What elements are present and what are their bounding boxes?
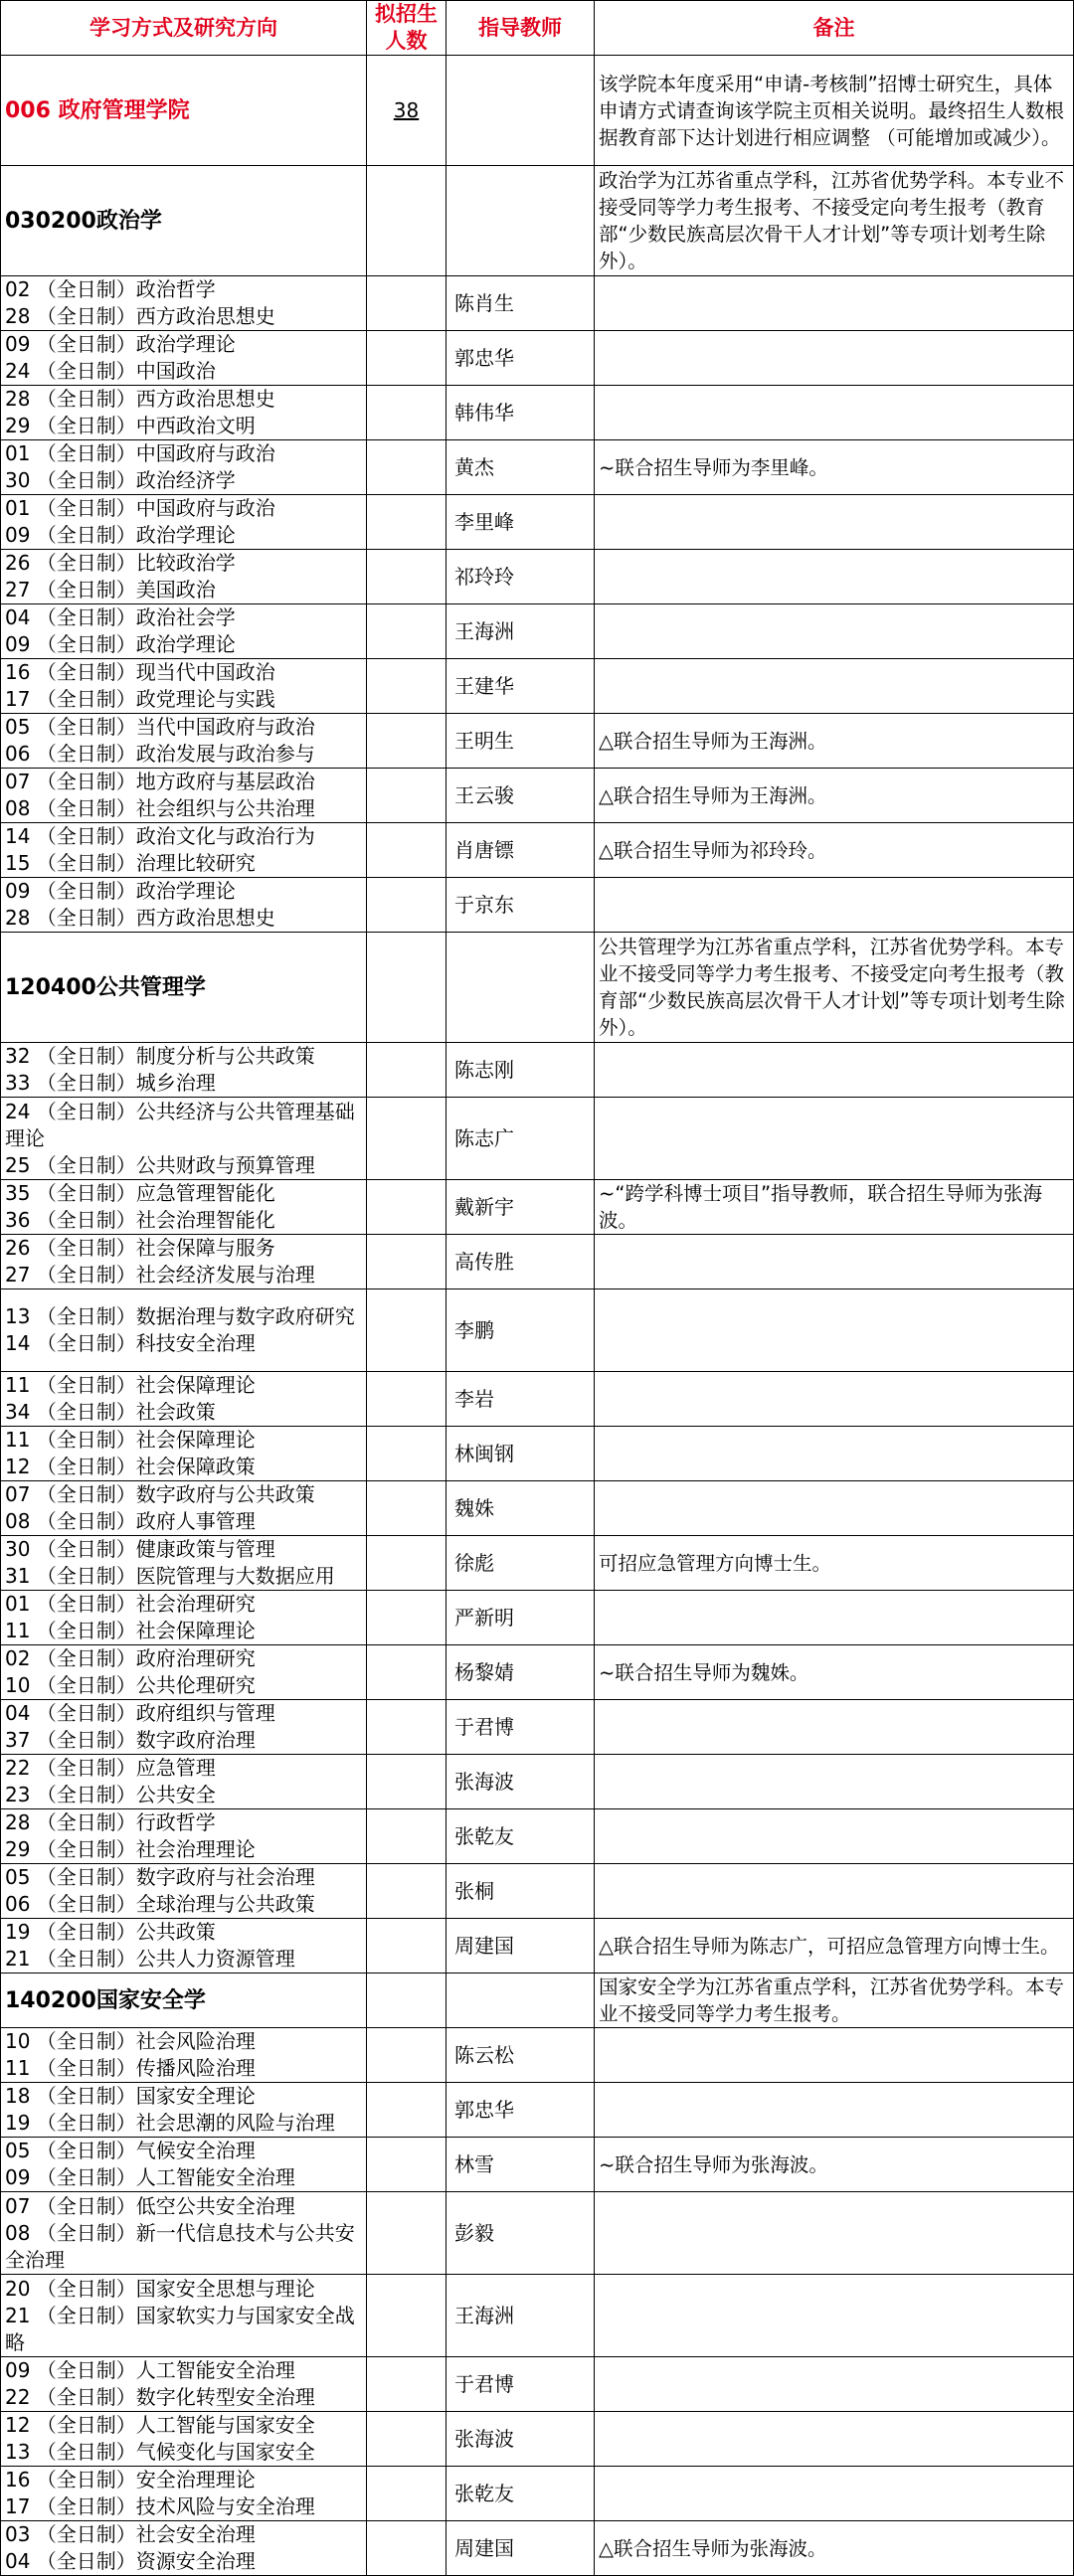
research-direction-cell: 20 （全日制）国家安全思想与理论 21 （全日制）国家软实力与国家安全战略	[1, 2275, 367, 2357]
quota-cell	[367, 1481, 447, 1536]
advisor-cell: 李鹏	[447, 1289, 595, 1372]
note-cell	[595, 276, 1074, 331]
quota-cell	[367, 2357, 447, 2412]
note-cell	[595, 1098, 1074, 1180]
quota-cell	[367, 1427, 447, 1481]
research-direction-cell: 18 （全日制）国家安全理论 19 （全日制）社会思潮的风险与治理	[1, 2083, 367, 2138]
note-cell	[595, 1427, 1074, 1481]
advisor-cell	[447, 166, 595, 276]
table-row	[1, 1700, 1074, 1755]
quota-value: 38	[393, 97, 420, 122]
header-direction: 学习方式及研究方向	[1, 1, 367, 56]
research-direction-cell: 030200政治学	[1, 166, 367, 276]
advisor-cell: 于京东	[447, 878, 595, 933]
quota-cell	[367, 2521, 447, 2576]
table-row	[1, 1235, 1074, 1289]
research-direction-cell: 35 （全日制）应急管理智能化 36 （全日制）社会治理智能化	[1, 1180, 367, 1235]
research-direction-cell: 006 政府管理学院	[1, 56, 367, 166]
research-direction-cell: 28 （全日制）西方政治思想史 29 （全日制）中西政治文明	[1, 386, 367, 440]
note-cell: 公共管理学为江苏省重点学科，江苏省优势学科。本专业不接受同等学力考生报考、不接受定向考生报考（教育部“少数民族高层次骨干人才计划”等专项计划考生除外）。	[595, 933, 1074, 1043]
advisor-cell: 韩伟华	[447, 386, 595, 440]
advisor-cell: 于君博	[447, 2357, 595, 2412]
research-direction-cell: 13 （全日制）数据治理与数字政府研究 14 （全日制）科技安全治理	[1, 1289, 367, 1372]
quota-cell	[367, 2192, 447, 2275]
quota-cell	[367, 495, 447, 550]
research-direction-cell: 26 （全日制）社会保障与服务 27 （全日制）社会经济发展与治理	[1, 1235, 367, 1289]
advisor-cell: 黄杰	[447, 440, 595, 495]
note-cell: △联合招生导师为祁玲玲。	[595, 823, 1074, 878]
table-row	[1, 1098, 1074, 1180]
quota-cell	[367, 550, 447, 604]
table-row	[1, 1289, 1074, 1372]
note-cell	[595, 495, 1074, 550]
research-direction-cell: 140200国家安全学	[1, 1974, 367, 2028]
table-row	[1, 2357, 1074, 2412]
research-direction-cell: 05 （全日制）气候安全治理 09 （全日制）人工智能安全治理	[1, 2138, 367, 2192]
research-direction-cell: 30 （全日制）健康政策与管理 31 （全日制）医院管理与大数据应用	[1, 1536, 367, 1591]
quota-cell	[367, 1755, 447, 1809]
advisor-cell: 张乾友	[447, 1809, 595, 1864]
table-row	[1, 386, 1074, 440]
quota-cell	[367, 2275, 447, 2357]
quota-cell	[367, 769, 447, 823]
quota-cell	[367, 276, 447, 331]
quota-cell	[367, 1591, 447, 1645]
table-row	[1, 2521, 1074, 2576]
research-direction-cell: 01 （全日制）中国政府与政治 30 （全日制）政治经济学	[1, 440, 367, 495]
advisor-cell: 严新明	[447, 1591, 595, 1645]
table-row	[1, 1809, 1074, 1864]
table-row	[1, 440, 1074, 495]
advisor-cell: 魏姝	[447, 1481, 595, 1536]
note-cell: ~联合招生导师为魏姝。	[595, 1645, 1074, 1700]
table-row	[1, 1180, 1074, 1235]
table-row	[1, 1536, 1074, 1591]
advisor-cell: 张乾友	[447, 2467, 595, 2521]
quota-cell	[367, 1043, 447, 1098]
note-cell: ~“跨学科博士项目”指导教师，联合招生导师为张海波。	[595, 1180, 1074, 1235]
research-direction-cell: 120400公共管理学	[1, 933, 367, 1043]
advisor-cell: 林闽钢	[447, 1427, 595, 1481]
advisor-cell: 祁玲玲	[447, 550, 595, 604]
note-cell	[595, 550, 1074, 604]
research-direction-cell: 16 （全日制）现当代中国政治 17 （全日制）政党理论与实践	[1, 659, 367, 714]
table-row	[1, 1427, 1074, 1481]
advisor-cell: 陈肖生	[447, 276, 595, 331]
research-direction-cell: 32 （全日制）制度分析与公共政策 33 （全日制）城乡治理	[1, 1043, 367, 1098]
quota-cell	[367, 878, 447, 933]
research-direction-cell: 04 （全日制）政治社会学 09 （全日制）政治学理论	[1, 604, 367, 659]
major-row	[1, 166, 1074, 276]
note-cell	[595, 1289, 1074, 1372]
table-row	[1, 1043, 1074, 1098]
research-direction-cell: 22 （全日制）应急管理 23 （全日制）公共安全	[1, 1755, 367, 1809]
quota-cell	[367, 1098, 447, 1180]
advisor-cell: 李岩	[447, 1372, 595, 1427]
note-cell	[595, 2083, 1074, 2138]
quota-cell	[367, 2138, 447, 2192]
quota-cell	[367, 1645, 447, 1700]
note-cell	[595, 1235, 1074, 1289]
table-row	[1, 331, 1074, 386]
research-direction-cell: 16 （全日制）安全治理理论 17 （全日制）技术风险与安全治理	[1, 2467, 367, 2521]
advisor-cell	[447, 56, 595, 166]
table-row	[1, 550, 1074, 604]
research-direction-cell: 01 （全日制）中国政府与政治 09 （全日制）政治学理论	[1, 495, 367, 550]
note-cell: △联合招生导师为张海波。	[595, 2521, 1074, 2576]
table-row	[1, 659, 1074, 714]
note-cell	[595, 604, 1074, 659]
research-direction-cell: 19 （全日制）公共政策 21 （全日制）公共人力资源管理	[1, 1919, 367, 1974]
note-cell	[595, 2357, 1074, 2412]
table-row	[1, 2467, 1074, 2521]
research-direction-cell: 12 （全日制）人工智能与国家安全 13 （全日制）气候变化与国家安全	[1, 2412, 367, 2467]
quota-cell	[367, 2028, 447, 2083]
note-cell	[595, 1755, 1074, 1809]
advisor-cell: 张桐	[447, 1864, 595, 1919]
quota-cell	[367, 331, 447, 386]
note-cell: 政治学为江苏省重点学科，江苏省优势学科。本专业不接受同等学力考生报考、不接受定向考生报考（教育部“少数民族高层次骨干人才计划”等专项计划考生除外）。	[595, 166, 1074, 276]
advisor-cell	[447, 1974, 595, 2028]
research-direction-cell: 11 （全日制）社会保障理论 34 （全日制）社会政策	[1, 1372, 367, 1427]
research-direction-cell: 02 （全日制）政府治理研究 10 （全日制）公共伦理研究	[1, 1645, 367, 1700]
quota-cell	[367, 56, 447, 166]
note-cell: △联合招生导师为陈志广，可招应急管理方向博士生。	[595, 1919, 1074, 1974]
advisor-cell: 于君博	[447, 1700, 595, 1755]
note-cell	[595, 1481, 1074, 1536]
department-row	[1, 56, 1074, 166]
research-direction-cell: 01 （全日制）社会治理研究 11 （全日制）社会保障理论	[1, 1591, 367, 1645]
note-cell	[595, 2192, 1074, 2275]
note-cell	[595, 2028, 1074, 2083]
quota-cell	[367, 1809, 447, 1864]
advisor-cell: 张海波	[447, 1755, 595, 1809]
header-note: 备注	[595, 1, 1074, 56]
quota-cell	[367, 1536, 447, 1591]
research-direction-cell: 02 （全日制）政治哲学 28 （全日制）西方政治思想史	[1, 276, 367, 331]
advisor-cell: 王明生	[447, 714, 595, 769]
quota-cell	[367, 1289, 447, 1372]
note-cell	[595, 1043, 1074, 1098]
advisor-cell	[447, 933, 595, 1043]
advisor-cell: 周建国	[447, 1919, 595, 1974]
quota-cell	[367, 1180, 447, 1235]
table-row	[1, 823, 1074, 878]
advisor-cell: 林雪	[447, 2138, 595, 2192]
research-direction-cell: 05 （全日制）当代中国政府与政治 06 （全日制）政治发展与政治参与	[1, 714, 367, 769]
note-cell: 可招应急管理方向博士生。	[595, 1536, 1074, 1591]
table-body	[1, 56, 1074, 2576]
advisor-cell: 高传胜	[447, 1235, 595, 1289]
header-advisor: 指导教师	[447, 1, 595, 56]
table-row	[1, 495, 1074, 550]
research-direction-cell: 24 （全日制）公共经济与公共管理基础理论 25 （全日制）公共财政与预算管理	[1, 1098, 367, 1180]
advisor-cell: 郭忠华	[447, 331, 595, 386]
quota-cell	[367, 1919, 447, 1974]
note-cell	[595, 1372, 1074, 1427]
research-direction-cell: 09 （全日制）政治学理论 24 （全日制）中国政治	[1, 331, 367, 386]
table-row	[1, 878, 1074, 933]
table-header-row	[1, 1, 1074, 56]
advisor-cell: 王海洲	[447, 2275, 595, 2357]
advisor-cell: 陈志刚	[447, 1043, 595, 1098]
quota-cell	[367, 166, 447, 276]
note-cell: ~联合招生导师为李里峰。	[595, 440, 1074, 495]
quota-cell	[367, 659, 447, 714]
major-row	[1, 933, 1074, 1043]
note-cell	[595, 1700, 1074, 1755]
quota-cell	[367, 2083, 447, 2138]
table-row	[1, 1755, 1074, 1809]
research-direction-cell: 11 （全日制）社会保障理论 12 （全日制）社会保障政策	[1, 1427, 367, 1481]
quota-cell	[367, 440, 447, 495]
table-row	[1, 2412, 1074, 2467]
table-row	[1, 276, 1074, 331]
note-cell	[595, 1591, 1074, 1645]
note-cell: △联合招生导师为王海洲。	[595, 769, 1074, 823]
note-cell: ~联合招生导师为张海波。	[595, 2138, 1074, 2192]
table-row	[1, 1919, 1074, 1974]
table-row	[1, 2028, 1074, 2083]
note-cell	[595, 2467, 1074, 2521]
advisor-cell: 陈志广	[447, 1098, 595, 1180]
quota-cell	[367, 604, 447, 659]
note-cell: 该学院本年度采用“申请-考核制”招博士研究生，具体申请方式请查询该学院主页相关说明。最终招生人数根据教育部下达计划进行相应调整 （可能增加或减少）。	[595, 56, 1074, 166]
quota-cell	[367, 1235, 447, 1289]
advisor-cell: 李里峰	[447, 495, 595, 550]
advisor-cell: 周建国	[447, 2521, 595, 2576]
quota-cell	[367, 823, 447, 878]
table-row	[1, 1591, 1074, 1645]
advisor-cell: 徐彪	[447, 1536, 595, 1591]
research-direction-cell: 28 （全日制）行政哲学 29 （全日制）社会治理理论	[1, 1809, 367, 1864]
advisor-cell: 戴新宇	[447, 1180, 595, 1235]
note-cell	[595, 878, 1074, 933]
table-row	[1, 2192, 1074, 2275]
advisor-cell: 王建华	[447, 659, 595, 714]
research-direction-cell: 07 （全日制）数字政府与公共政策 08 （全日制）政府人事管理	[1, 1481, 367, 1536]
quota-cell	[367, 1864, 447, 1919]
table-row	[1, 2138, 1074, 2192]
note-cell	[595, 386, 1074, 440]
quota-cell	[367, 1974, 447, 2028]
quota-cell	[367, 1700, 447, 1755]
research-direction-cell: 09 （全日制）政治学理论 28 （全日制）西方政治思想史	[1, 878, 367, 933]
advisor-cell: 杨黎婧	[447, 1645, 595, 1700]
advisor-cell: 肖唐镖	[447, 823, 595, 878]
table-row	[1, 1645, 1074, 1700]
note-cell	[595, 2412, 1074, 2467]
table-row	[1, 1864, 1074, 1919]
major-row	[1, 1974, 1074, 2028]
header-quota: 拟招生人数	[367, 1, 447, 56]
research-direction-cell: 07 （全日制）低空公共安全治理 08 （全日制）新一代信息技术与公共安全治理	[1, 2192, 367, 2275]
note-cell: 国家安全学为江苏省重点学科，江苏省优势学科。本专业不接受同等学力考生报考。	[595, 1974, 1074, 2028]
note-cell	[595, 1809, 1074, 1864]
table-row	[1, 1481, 1074, 1536]
research-direction-cell: 10 （全日制）社会风险治理 11 （全日制）传播风险治理	[1, 2028, 367, 2083]
advisor-cell: 王海洲	[447, 604, 595, 659]
note-cell: △联合招生导师为王海洲。	[595, 714, 1074, 769]
note-cell	[595, 2275, 1074, 2357]
advisor-cell: 王云骏	[447, 769, 595, 823]
quota-cell	[367, 1372, 447, 1427]
research-direction-cell: 26 （全日制）比较政治学 27 （全日制）美国政治	[1, 550, 367, 604]
research-direction-cell: 04 （全日制）政府组织与管理 37 （全日制）数字政府治理	[1, 1700, 367, 1755]
note-cell	[595, 1864, 1074, 1919]
note-cell	[595, 659, 1074, 714]
quota-cell	[367, 2467, 447, 2521]
table-row	[1, 2083, 1074, 2138]
advisor-cell: 彭毅	[447, 2192, 595, 2275]
research-direction-cell: 07 （全日制）地方政府与基层政治 08 （全日制）社会组织与公共治理	[1, 769, 367, 823]
quota-cell	[367, 714, 447, 769]
quota-cell	[367, 2412, 447, 2467]
table-row	[1, 604, 1074, 659]
advisor-cell: 张海波	[447, 2412, 595, 2467]
research-direction-cell: 05 （全日制）数字政府与社会治理 06 （全日制）全球治理与公共政策	[1, 1864, 367, 1919]
table-row	[1, 769, 1074, 823]
table-row	[1, 2275, 1074, 2357]
quota-cell	[367, 933, 447, 1043]
note-cell	[595, 331, 1074, 386]
research-direction-cell: 14 （全日制）政治文化与政治行为 15 （全日制）治理比较研究	[1, 823, 367, 878]
advisor-cell: 郭忠华	[447, 2083, 595, 2138]
table-row	[1, 1372, 1074, 1427]
research-direction-cell: 03 （全日制）社会安全治理 04 （全日制）资源安全治理	[1, 2521, 367, 2576]
quota-cell	[367, 386, 447, 440]
advisor-cell: 陈云松	[447, 2028, 595, 2083]
table-row	[1, 714, 1074, 769]
research-direction-cell: 09 （全日制）人工智能安全治理 22 （全日制）数字化转型安全治理	[1, 2357, 367, 2412]
